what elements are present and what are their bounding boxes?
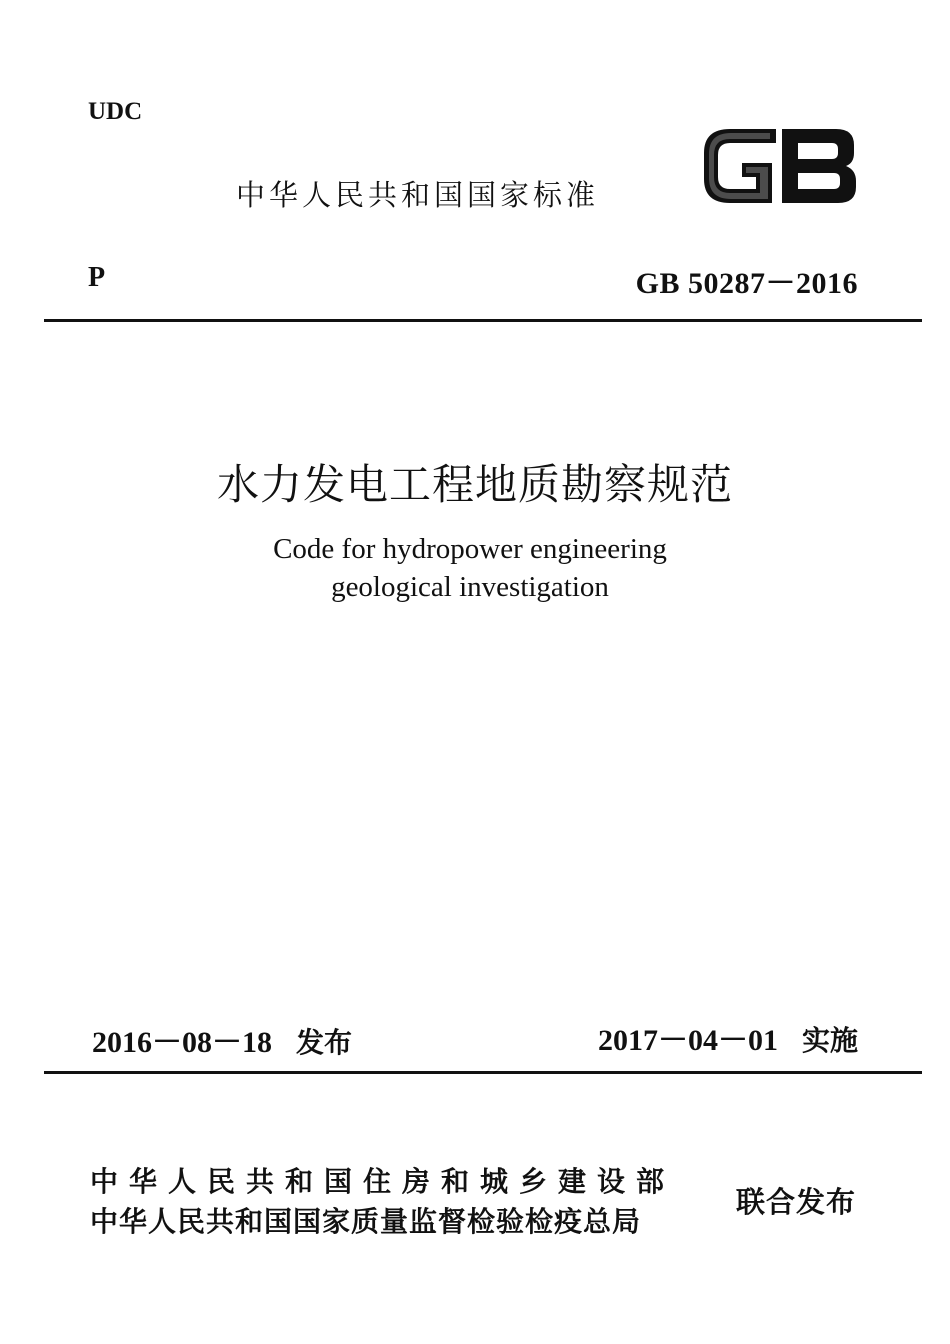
title-chinese: 水力发电工程地质勘察规范 <box>216 460 733 509</box>
effective-date-block <box>598 1015 858 1059</box>
title-english-line-2: geological investigation <box>331 571 609 603</box>
title-english <box>0 530 940 606</box>
joint-issue-label: 联合发布 <box>736 1185 857 1219</box>
national-standard-heading: 中华人民共和国国家标准 <box>236 178 600 212</box>
classification-code: P <box>88 262 106 293</box>
effective-date: 2017－04－01 <box>597 1024 778 1057</box>
footer-divider <box>44 1071 922 1074</box>
standard-number: GB 50287－2016 <box>635 267 858 300</box>
publisher-ministry-housing: 中华人民共和国住房和城乡建设部 <box>90 1165 676 1198</box>
issue-date: 2016－08－18 <box>92 1026 272 1059</box>
issue-label: 发布 <box>296 1026 353 1059</box>
publishers-block <box>90 1162 675 1242</box>
issue-date-block <box>92 1017 352 1061</box>
header-divider <box>44 319 922 322</box>
gb-logo-icon <box>700 123 860 209</box>
title-english-line-1: Code for hydropower engineering <box>273 533 667 565</box>
publisher-aqsiq: 中华人民共和国国家质量监督检验检疫总局 <box>90 1205 642 1238</box>
udc-label: UDC <box>88 98 143 125</box>
effective-label: 实施 <box>801 1024 858 1057</box>
